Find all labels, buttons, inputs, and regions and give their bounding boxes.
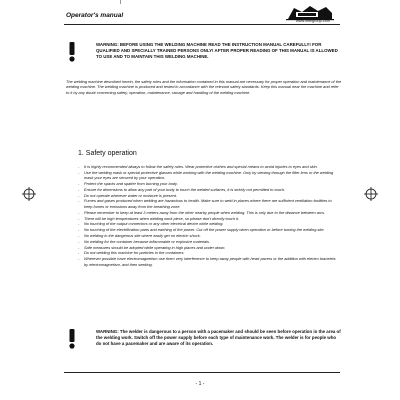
logo-text: www.intelgroup.com <box>296 19 330 23</box>
intro-paragraph: The welding machine described herein, the safety rules and the information contained in this manual are necessary for proper operation and maintenance of the welding machine. The welding machine is produced and tested in accordance with the relevant safety standards. Keep this manual near the machine and refer to it by any doubt concerning safety, operation, maintenance, storage and handling of the welding machine. <box>66 79 342 95</box>
page-number: - 1 - <box>195 381 205 387</box>
list-item: - Wherever possible have electromagnetism use them very interference to keep away people with heart pacers or the addition with electro bracelets by electromagnetism, and then seeking. <box>78 256 340 267</box>
warning-text: WARNING: The welder is dangerous to a person with a pacemaker and should be seen before operation in the area of the welding work. Switch off the power supply before each type of maintenance work. The welder is for people who do not have a pacemaker and are aware of its operation. <box>96 329 341 347</box>
list-item: - Do not operate wherever water or moisture is present. <box>78 193 340 199</box>
list-item: - Safe measures should be adopted while operating in high places and under down. <box>78 245 340 251</box>
list-item: - It is highly recommended always to follow the safety rules. Wear protective clothes and special means to avoid injuries to eyes and skin. <box>78 164 340 170</box>
list-item: - Please remember to keep at least 3 meters away from the other nearby people when welding. This is only due to the distance between arcs. <box>78 210 340 216</box>
list-item: - Protect the sparks and spatter from burning your body. <box>78 181 340 187</box>
list-item: - Ensure for dimensions to allow any part of your body to touch the welded surfaces, it is strictly not permitted to touch. <box>78 187 340 193</box>
exclamation-icon <box>66 329 78 349</box>
footer-rule <box>64 372 340 373</box>
warning-block <box>66 42 342 72</box>
list-item: - There will be high temperatures when welding work piece, so please don't directly touch it. <box>78 216 340 222</box>
list-item: - No touching of the output connectors or any other electrical device while welding. <box>78 221 340 227</box>
list-item: - No touching of the electrification parts and earthing of the power. Cut off the power supply when operation or before turning the welding site. <box>78 227 340 233</box>
list-item: - Do not welding this machine for particles in the containers. <box>78 250 340 256</box>
header-title: Operator's manual <box>66 12 124 19</box>
warning-block <box>66 329 342 363</box>
warning-text: WARNING: BEFORE USING THE WELDING MACHINE READ THE INSTRUCTION MANUAL CAREFULLY! FOR QUALIFIED AND SPECIALLY TRAINED PERSONS ONLY! AFTER PROPER READING OF THIS MANUAL IS ALLOWED TO USE AND TO MAINTAIN THIS WELDING MACHINE. <box>96 42 338 60</box>
list-item: - Use the welding mask or special protective glasses while working with the welding machine. Only by viewing through the filter lens or the welding mask your eyes are secured by your operation. <box>78 170 340 181</box>
list-item: - No welding in the dangerous site where easily get on electric shock. <box>78 233 340 239</box>
list-item: - Fumes and gases produced when welding are hazardous to health. Make sure to weld in places where there are sufficient ventilation facilities to keep fumes or emissions away from the breathing zone. <box>78 198 340 209</box>
header-rule <box>64 24 340 25</box>
safety-rules-list <box>78 164 340 267</box>
list-item: - No welding for the container because inflammable or explosive materials. <box>78 239 340 245</box>
registration-mark-icon <box>22 187 36 201</box>
section-heading: 1. Safety operation <box>78 150 137 157</box>
registration-mark-icon <box>364 187 378 201</box>
exclamation-icon <box>66 42 78 62</box>
crop-line <box>120 0 121 4</box>
